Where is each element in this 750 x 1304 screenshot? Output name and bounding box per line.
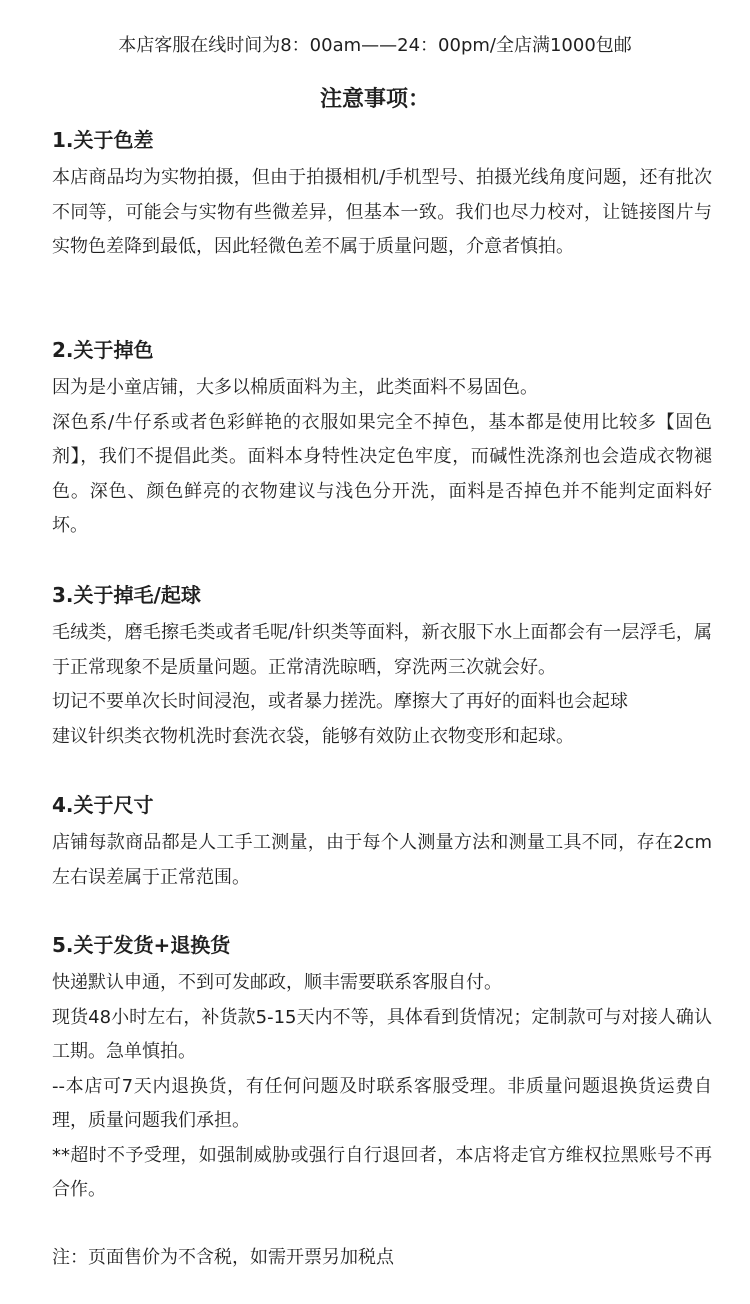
section-size xyxy=(52,792,712,895)
section-fading xyxy=(52,337,712,544)
section-paragraph: --本店可7天内退换货，有任何问题及时联系客服受理。非质量问题退换货运费自理，质量问题我们承担。 xyxy=(52,1075,712,1131)
section-heading: 1.关于色差 xyxy=(52,128,154,152)
section-paragraph: 本店商品均为实物拍摄，但由于拍摄相机/手机型号、拍摄光线角度问题，还有批次不同等，可能会与实物有些微差异，但基本一致。我们也尽力校对，让链接图片与实物色差降到最低，因此轻微色差不属于质量问题，介意者慎拍。 xyxy=(52,167,712,257)
section-heading: 3.关于掉毛/起球 xyxy=(52,583,201,607)
section-paragraph: 建议针织类衣物机洗时套洗衣袋，能够有效防止衣物变形和起球。 xyxy=(52,725,574,747)
section-paragraph: 因为是小童店铺，大多以棉质面料为主，此类面料不易固色。 xyxy=(52,377,538,398)
service-hours-banner: 本店客服在线时间为8：00am——24：00pm/全店满1000包邮 xyxy=(118,35,632,56)
section-pilling xyxy=(52,582,712,754)
section-heading: 4.关于尺寸 xyxy=(52,793,154,817)
notice-title: 注意事项： xyxy=(319,87,430,112)
section-heading: 5.关于发货+退换货 xyxy=(52,933,231,957)
section-color-difference xyxy=(52,127,712,265)
section-paragraph: 店铺每款商品都是人工手工测量，由于每个人测量方法和测量工具不同，存在2cm左右误差属于正常范围。 xyxy=(52,832,712,888)
section-paragraph: 切记不要单次长时间浸泡，或者暴力搓洗。摩擦大了再好的面料也会起球 xyxy=(52,691,628,712)
section-paragraph: 快递默认申通，不到可发邮政，顺丰需要联系客服自付。 xyxy=(52,972,502,993)
section-shipping-returns xyxy=(52,932,712,1208)
section-paragraph: 毛绒类，磨毛擦毛类或者毛呢/针织类等面料，新衣服下水上面都会有一层浮毛，属于正常现象不是质量问题。正常清洗晾晒，穿洗两三次就会好。 xyxy=(52,622,712,678)
section-paragraph: 深色系/牛仔系或者色彩鲜艳的衣服如果完全不掉色，基本都是使用比较多【固色剂】，我们不提倡此类。面料本身特性决定色牢度，而碱性洗涤剂也会造成衣物褪色。深色、颜色鲜亮的衣物建议与浅色分开洗，面料是否掉色并不能判定面料好坏。 xyxy=(52,411,712,536)
section-paragraph: **超时不予受理，如强制威胁或强行自行退回者，本店将走官方维权拉黑账号不再合作。 xyxy=(52,1144,712,1200)
tax-footer-note: 注：页面售价为不含税，如需开票另加税点 xyxy=(52,1247,394,1268)
section-heading: 2.关于掉色 xyxy=(52,338,154,362)
section-paragraph: 现货48小时左右，补货款5-15天内不等，具体看到货情况；定制款可与对接人确认工期。急单慎拍。 xyxy=(52,1006,712,1062)
